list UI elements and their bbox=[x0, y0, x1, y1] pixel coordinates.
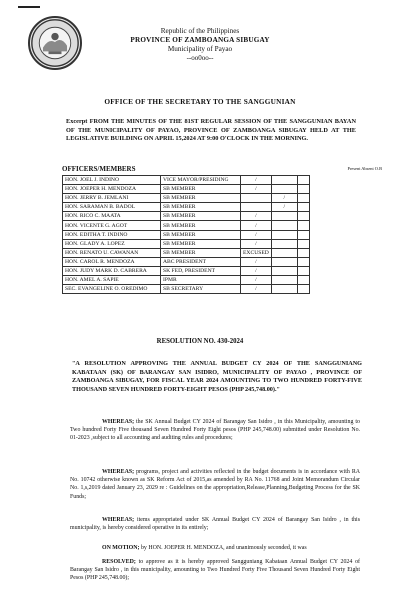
resolution-title: "A RESOLUTION APPROVING THE ANNUAL BUDGET CY 2024 OF THE SANGGUNIANG KABATAAN (SK) OF BARANGAY SAN ISIDRO, MUNICIPALITY OF PAYAO , PROVINCE OF ZAMBOANGA SIBUGAY, FOR FISCAL YEAR 2024 AMOUNTING TO TWO HUNDRED FORTY-FIVE THOUSAND SEVEN HUNDRED FORTY-EIGHT PESOS (PHP 245,748.00)." bbox=[72, 360, 362, 393]
ob-mark bbox=[297, 285, 309, 294]
officers-table bbox=[62, 175, 310, 294]
absent-mark bbox=[271, 276, 297, 285]
present-mark bbox=[241, 194, 272, 203]
motion-paragraph bbox=[70, 544, 360, 552]
paragraph-lead: RESOLVED; bbox=[102, 559, 136, 565]
resolved-paragraph bbox=[70, 558, 360, 583]
officer-position: SK FED, PRESIDENT bbox=[161, 266, 241, 275]
officer-row bbox=[63, 230, 310, 239]
paragraph-lead: WHEREAS; bbox=[102, 419, 135, 425]
officer-name: HON. RENATO U. CAWANAN bbox=[63, 248, 161, 257]
ob-mark bbox=[297, 230, 309, 239]
officer-row bbox=[63, 194, 310, 203]
absent-mark bbox=[271, 176, 297, 185]
header-ornament: --oo0oo-- bbox=[186, 54, 214, 62]
republic-line: Republic of the Philippines bbox=[160, 27, 240, 35]
ob-mark bbox=[297, 266, 309, 275]
paragraph-lead: ON MOTION; bbox=[102, 545, 140, 551]
paragraph-text: items appropriated under SK Annual Budget CY 2024 of Barangay San Isidro , in this municipality, is hereby considered operative in its entirely; bbox=[70, 517, 360, 532]
ob-mark bbox=[297, 176, 309, 185]
ob-mark bbox=[297, 276, 309, 285]
whereas-paragraph-1 bbox=[70, 418, 360, 443]
ob-mark bbox=[297, 212, 309, 221]
present-mark: / bbox=[241, 212, 272, 221]
present-mark: / bbox=[241, 230, 272, 239]
absent-mark bbox=[271, 212, 297, 221]
absent-mark bbox=[271, 285, 297, 294]
absent-mark bbox=[271, 185, 297, 194]
whereas-paragraph-2 bbox=[70, 468, 360, 501]
officer-position: SB MEMBER bbox=[161, 185, 241, 194]
officer-position: SB SECRETARY bbox=[161, 285, 241, 294]
paragraph-text: to approve as it is hereby approved Sangguniang Kabataan Annual Budget CY 2024 of Barangay San Isidro , in this municipality, amounting to Two Hundred Forty Five Thousand Seven Hundred Forty Eight Pesos (PHP 245,748.00); bbox=[70, 559, 360, 582]
officer-name: HON. CAROL R. MENDOZA bbox=[63, 257, 161, 266]
present-mark: / bbox=[241, 266, 272, 275]
officer-position: SB MEMBER bbox=[161, 221, 241, 230]
ob-mark bbox=[297, 194, 309, 203]
present-mark: EXCUSED bbox=[241, 248, 272, 257]
officer-position: SB MEMBER bbox=[161, 194, 241, 203]
officer-row bbox=[63, 257, 310, 266]
officer-position: SB MEMBER bbox=[161, 230, 241, 239]
attendance-legend: Present Absent O.B bbox=[347, 166, 382, 171]
present-mark bbox=[241, 203, 272, 212]
officers-heading: OFFICERS/MEMBERS bbox=[62, 165, 136, 173]
absent-mark bbox=[271, 257, 297, 266]
officer-row bbox=[63, 276, 310, 285]
present-mark: / bbox=[241, 221, 272, 230]
officer-name: SEC. EVANGELINE O. OREDIMO bbox=[63, 285, 161, 294]
absent-mark bbox=[271, 266, 297, 275]
present-mark: / bbox=[241, 185, 272, 194]
province-line: PROVINCE OF ZAMBOANGA SIBUGAY bbox=[130, 36, 270, 44]
officer-row bbox=[63, 239, 310, 248]
ob-mark bbox=[297, 248, 309, 257]
resolution-number: RESOLUTION NO. 430-2024 bbox=[156, 338, 244, 345]
officer-name: HON. GLADY A. LOPEZ bbox=[63, 239, 161, 248]
paragraph-lead: WHEREAS; bbox=[102, 469, 135, 475]
absent-mark: / bbox=[271, 203, 297, 212]
present-mark: / bbox=[241, 285, 272, 294]
present-mark: / bbox=[241, 176, 272, 185]
absent-mark bbox=[271, 248, 297, 257]
absent-mark bbox=[271, 221, 297, 230]
officer-row bbox=[63, 266, 310, 275]
paragraph-text: the SK Annual Budget CY 2024 of Barangay San Isidro , in this Municipality, amounting to Two hundred Forty Five thousand Seven Hundred Forty Eight pesos (PHP 245,748.00) submitted under Resolution No. 01-2023 ,subject to all accounting and auditing rules and procedures; bbox=[70, 419, 360, 442]
office-title: OFFICE OF THE SECRETARY TO THE SANGGUNIAN bbox=[104, 97, 296, 106]
officer-row bbox=[63, 248, 310, 257]
excerpt-paragraph: Excerpt FROM THE MINUTES OF THE 81ST REGULAR SESSION OF THE SANGGUNIAN BAYAN OF THE MUNICIPALITY OF PAYAO, PROVINCE OF ZAMBOANGA SIBUGAY HELD AT THE LEGISLATIVE BUILDING ON APRIL 15,2024 AT 9:00 O'CLOCK IN THE MORNING. bbox=[66, 118, 356, 143]
ob-mark bbox=[297, 221, 309, 230]
officer-name: HON. JERRY B. JEMLANI bbox=[63, 194, 161, 203]
officer-position: IPMR bbox=[161, 276, 241, 285]
ob-mark bbox=[297, 203, 309, 212]
officer-position: SB MEMBER bbox=[161, 212, 241, 221]
officer-row bbox=[63, 203, 310, 212]
officer-position: ABC PRESIDENT bbox=[161, 257, 241, 266]
absent-mark: / bbox=[271, 194, 297, 203]
document-header bbox=[0, 27, 400, 63]
scan-mark bbox=[18, 6, 40, 8]
officer-name: HON. AMEL A. SAPIE bbox=[63, 276, 161, 285]
officer-row bbox=[63, 185, 310, 194]
whereas-paragraph-3 bbox=[70, 516, 360, 532]
ob-mark bbox=[297, 257, 309, 266]
officer-row bbox=[63, 285, 310, 294]
officer-name: HON. EDITHA T. INDINO bbox=[63, 230, 161, 239]
paragraph-text: by HON. JOEPER H. MENDOZA, and unanimously seconded, it was bbox=[139, 545, 307, 551]
present-mark: / bbox=[241, 276, 272, 285]
paragraph-lead: WHEREAS; bbox=[102, 517, 135, 523]
absent-mark bbox=[271, 230, 297, 239]
officers-heading-row bbox=[62, 165, 382, 173]
officer-name: HON. JUDY MARK D. CABRERA bbox=[63, 266, 161, 275]
officer-name: HON. RICO C. MAATA bbox=[63, 212, 161, 221]
officer-row bbox=[63, 176, 310, 185]
officer-name: HON. JOEL J. INDINO bbox=[63, 176, 161, 185]
ob-mark bbox=[297, 239, 309, 248]
officer-position: SB MEMBER bbox=[161, 239, 241, 248]
officer-row bbox=[63, 221, 310, 230]
officer-position: SB MEMBER bbox=[161, 203, 241, 212]
officer-name: HON. VICENTE G. AGOT bbox=[63, 221, 161, 230]
officer-position: SB MEMBER bbox=[161, 248, 241, 257]
officer-position: VICE MAYOR/PRESIDING bbox=[161, 176, 241, 185]
paragraph-text: programs, project and activities reflected in the budget documents is in accordance with RA No. 10742 otherwise known as SK Reform Act of 2015,as amended by RA No. 11768 and Joint Memorandum Circular No. 1,s,2019 dated January 23, 2029 re : Guidelines on the appropriation,Release,Planning,Budgeting Process for the SK Funds; bbox=[70, 469, 360, 500]
officer-name: HON. JOEPER H. MENDOZA bbox=[63, 185, 161, 194]
officer-row bbox=[63, 212, 310, 221]
present-mark: / bbox=[241, 239, 272, 248]
absent-mark bbox=[271, 239, 297, 248]
officer-name: HON. SARAMAN B. BADOL bbox=[63, 203, 161, 212]
ob-mark bbox=[297, 185, 309, 194]
municipality-line: Municipality of Payao bbox=[167, 45, 233, 53]
present-mark: / bbox=[241, 257, 272, 266]
